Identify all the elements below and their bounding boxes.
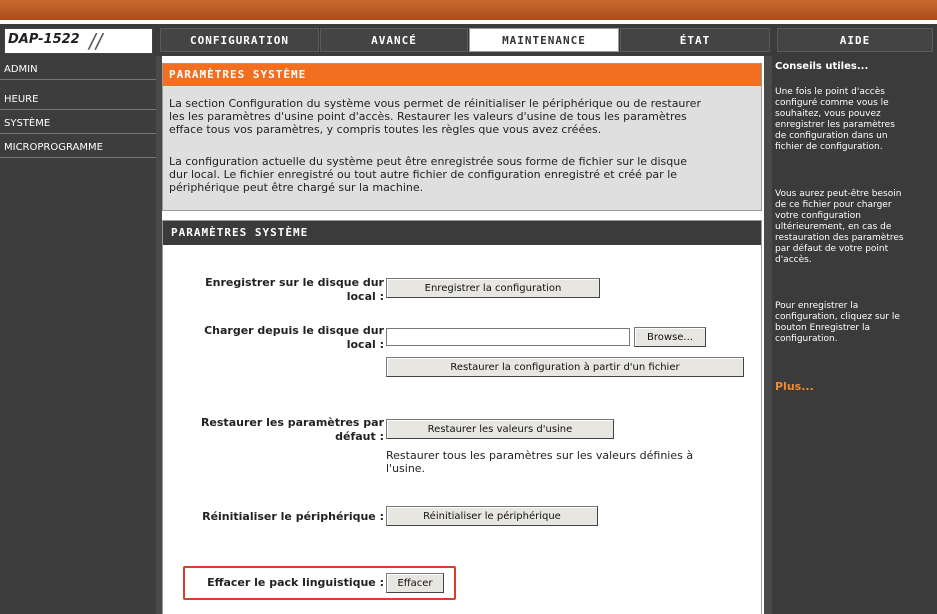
save-configuration-button[interactable]: Enregistrer la configuration <box>386 278 600 298</box>
restore-factory-defaults-button[interactable]: Restaurer les valeurs d'usine <box>386 419 614 439</box>
clear-language-pack-button[interactable]: Effacer <box>386 573 444 593</box>
label-line: local : <box>346 290 384 303</box>
tab-aide[interactable]: AIDE <box>777 28 933 52</box>
settings-title: PARAMÈTRES SYSTÈME <box>163 221 761 245</box>
help-line: par défaut de votre point <box>775 244 889 254</box>
load-from-disk-label <box>160 324 384 352</box>
help-line: ultérieurement, en cas de <box>775 222 892 232</box>
label-line: Restaurer les paramètres par <box>200 416 384 429</box>
right-gutter <box>764 56 772 614</box>
logo-slashes: // <box>89 29 103 53</box>
help-line: configuré comme vous le <box>775 98 889 108</box>
intro-line: dur local. Le fichier enregistré ou tout autre fichier de configuration enregistré et créé par le <box>169 168 678 181</box>
help-panel <box>772 56 937 614</box>
help-line: bouton Enregistrer la <box>775 323 871 333</box>
help-line: Une fois le point d'accès <box>775 87 885 97</box>
reboot-device-button[interactable]: Réinitialiser le périphérique <box>386 506 598 526</box>
help-line: de configuration dans un <box>775 131 888 141</box>
help-line: restauration des paramètres <box>775 233 904 243</box>
tab-etat[interactable]: ÉTAT <box>620 28 770 52</box>
tab-avance[interactable]: AVANCÉ <box>320 28 468 52</box>
intro-paragraph-2 <box>169 155 754 194</box>
help-line: souhaitez, vous pouvez <box>775 109 881 119</box>
factory-defaults-description <box>386 449 756 475</box>
product-logo <box>4 28 153 54</box>
clear-language-pack-label: Effacer le pack linguistique : <box>207 576 384 589</box>
tab-configuration[interactable]: CONFIGURATION <box>160 28 319 52</box>
top-banner <box>0 0 937 20</box>
sidebar-item-heure[interactable]: HEURE <box>0 90 156 110</box>
intro-line: efface tous vos paramètres, y compris toutes les règles que vous avez créées. <box>169 123 602 136</box>
tab-maintenance[interactable]: MAINTENANCE <box>469 28 619 52</box>
help-line: Pour enregistrer la <box>775 301 859 311</box>
help-line: fichier de configuration. <box>775 142 883 152</box>
intro-paragraph-1 <box>169 97 754 136</box>
help-paragraph-1 <box>775 87 933 153</box>
desc-line: Restaurer tous les paramètres sur les valeurs définies à <box>386 449 694 462</box>
restore-from-file-button[interactable]: Restaurer la configuration à partir d'un fichier <box>386 357 744 377</box>
intro-line: périphérique peut être chargé sur la machine. <box>169 181 424 194</box>
sidebar-item-microprogramme[interactable]: MICROPROGRAMME <box>0 138 156 158</box>
browse-button[interactable]: Browse... <box>634 327 706 347</box>
sidebar-item-admin[interactable]: ADMIN <box>0 60 156 80</box>
help-line: votre configuration <box>775 211 861 221</box>
intro-line: La configuration actuelle du système peut être enregistrée sous forme de fichier sur le disque <box>169 155 688 168</box>
reboot-label: Réinitialiser le périphérique : <box>202 510 384 523</box>
help-line: Vous aurez peut-être besoin <box>775 189 902 199</box>
help-paragraph-2 <box>775 189 933 266</box>
intro-line: les les paramètres d'usine point d'accès. Restaurer les valeurs d'usine de tous les paramètres <box>169 110 687 123</box>
help-paragraph-3 <box>775 301 933 345</box>
intro-line: La section Configuration du système vous permet de réinitialiser le périphérique ou de restaurer <box>169 97 701 110</box>
help-line: configuration, cliquez sur le <box>775 312 900 322</box>
intro-panel <box>162 63 762 211</box>
help-line: d'accès. <box>775 255 812 265</box>
help-more-link[interactable]: Plus... <box>775 380 814 393</box>
desc-line: l'usine. <box>386 462 426 475</box>
label-line: défaut : <box>335 430 384 443</box>
model-name: DAP-1522 <box>8 32 80 47</box>
help-line: enregistrer les paramètres <box>775 120 895 130</box>
config-file-input[interactable] <box>386 328 630 346</box>
help-title: Conseils utiles... <box>775 61 869 72</box>
label-line: local : <box>346 338 384 351</box>
save-to-disk-label <box>160 276 384 304</box>
help-line: configuration. <box>775 334 838 344</box>
intro-title: PARAMÈTRES SYSTÈME <box>163 64 761 86</box>
factory-defaults-label <box>160 416 384 444</box>
label-line: Enregistrer sur le disque dur <box>205 276 384 289</box>
help-line: de ce fichier pour charger <box>775 200 892 210</box>
sidebar-item-systeme[interactable]: SYSTÈME <box>0 114 156 134</box>
label-line: Charger depuis le disque dur <box>204 324 384 337</box>
